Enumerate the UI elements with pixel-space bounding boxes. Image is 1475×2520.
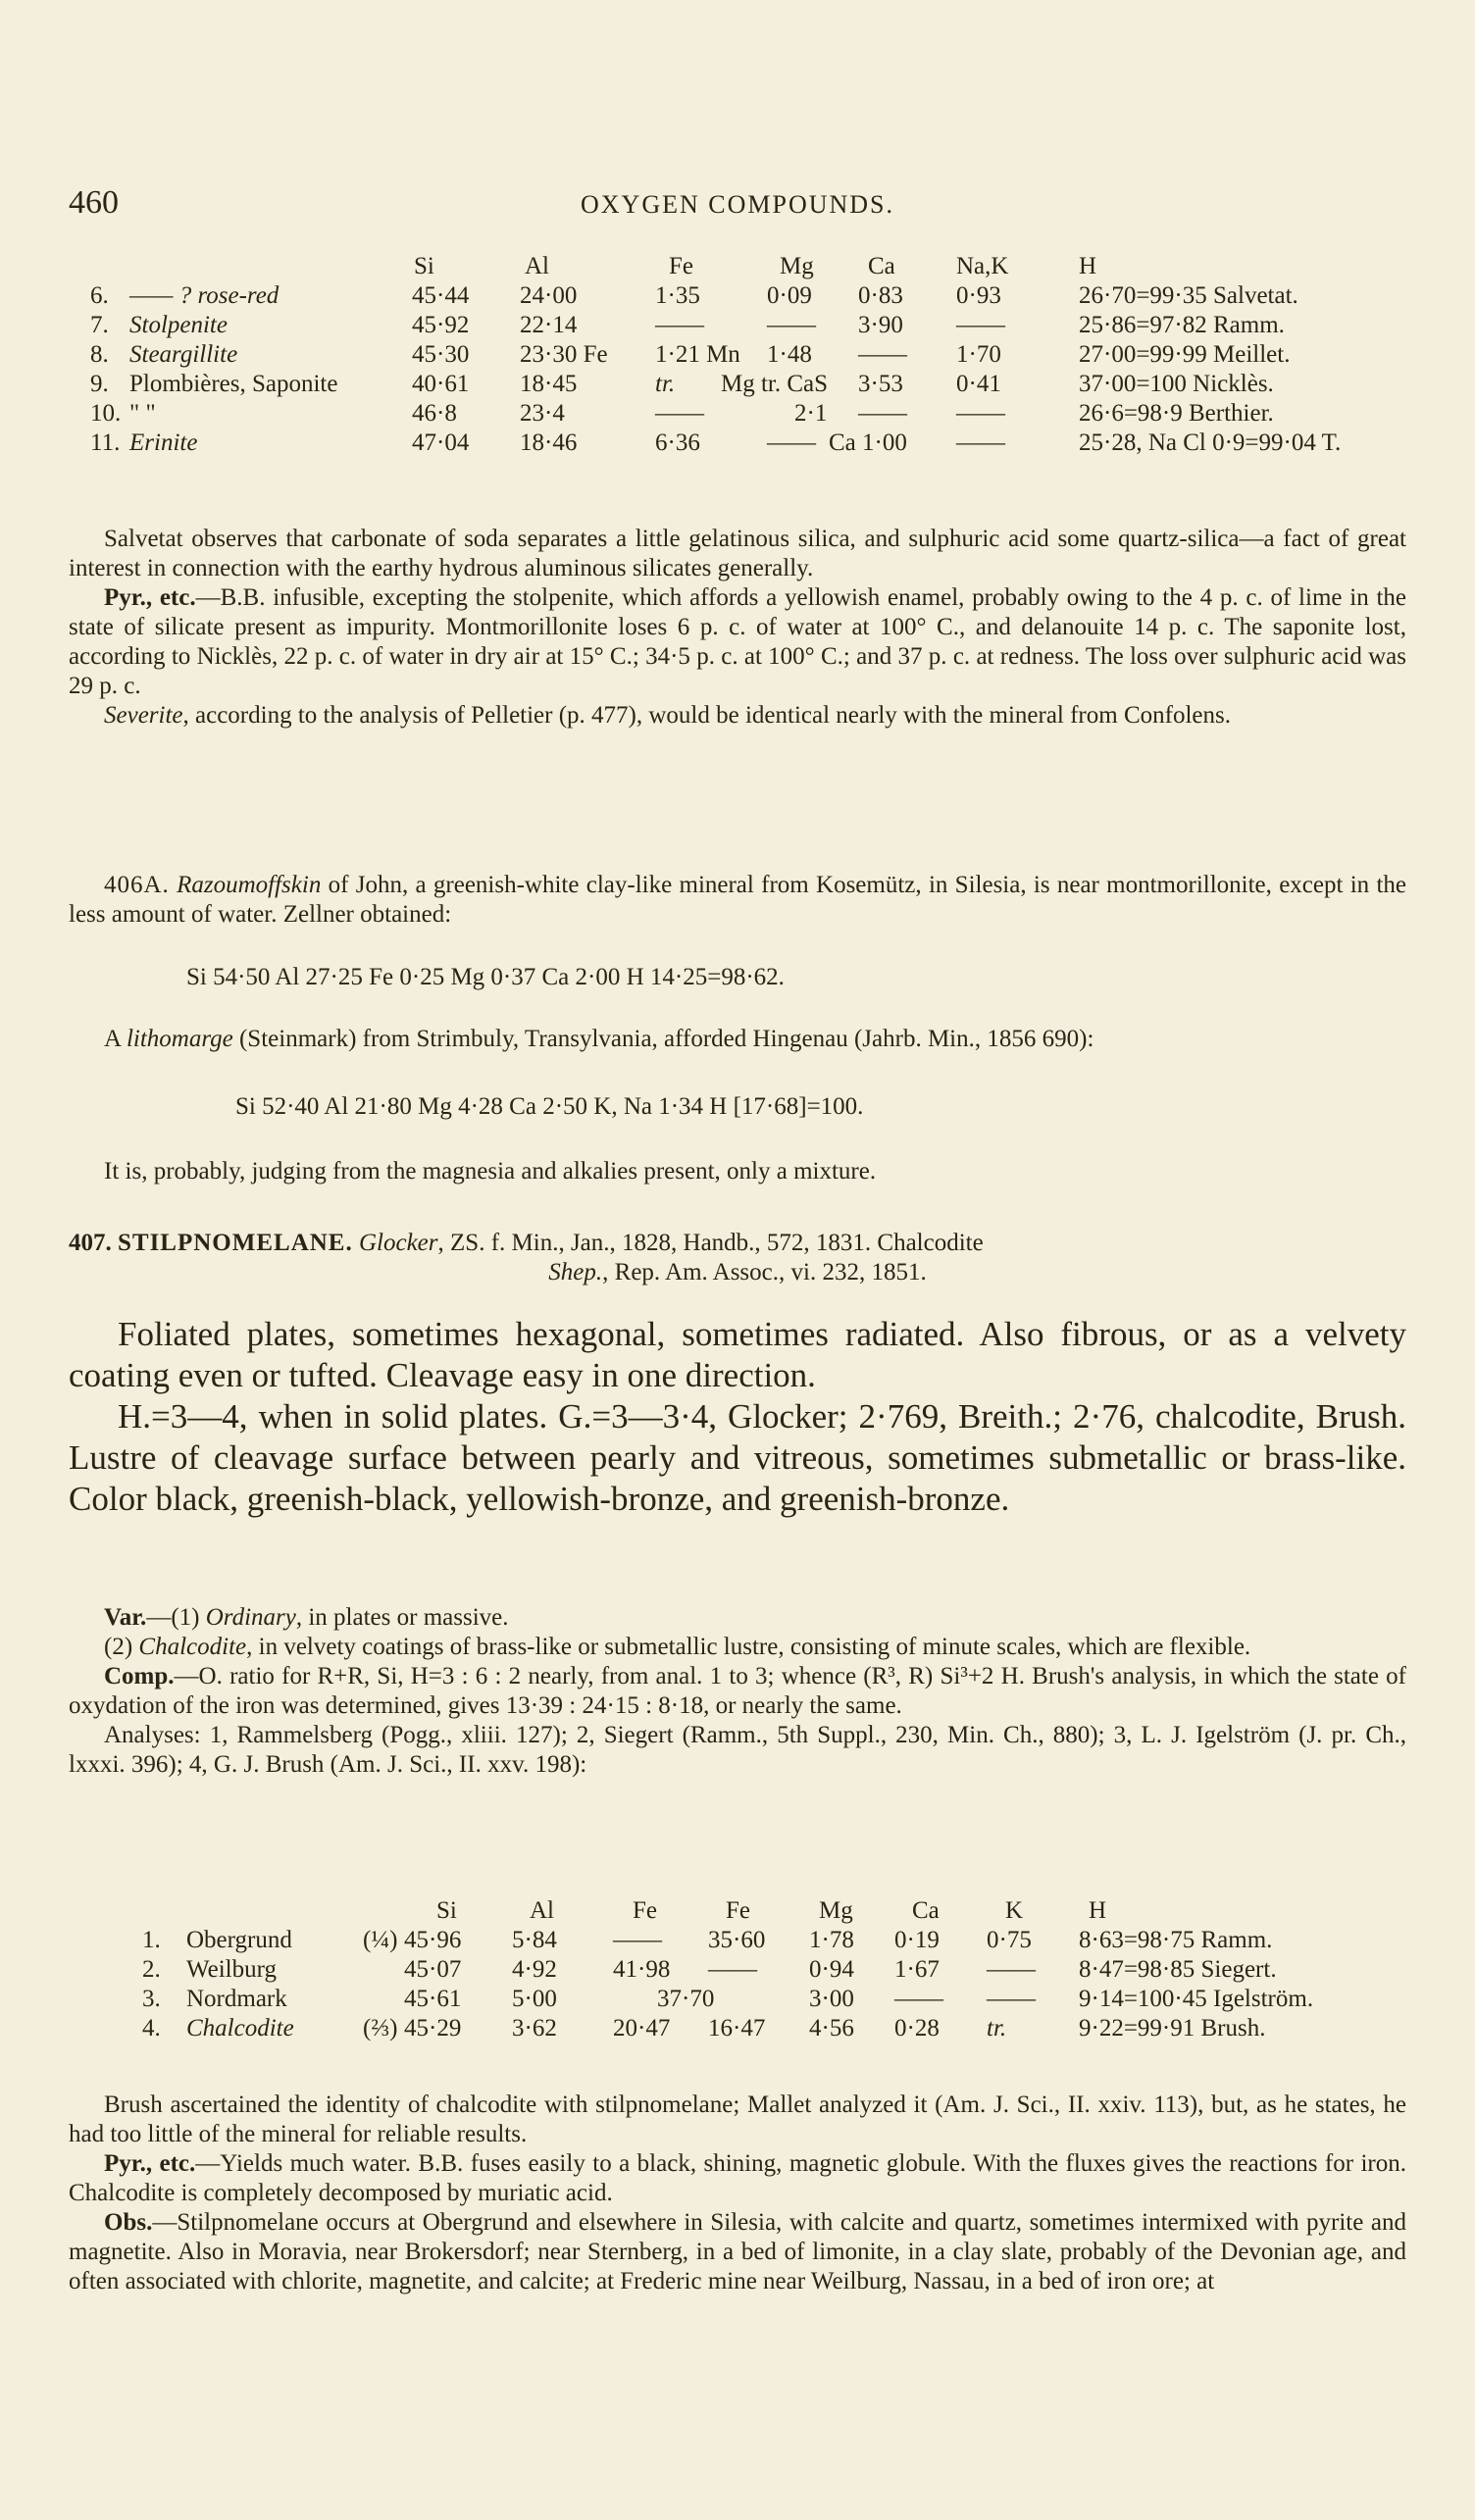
col-ca: Ca xyxy=(912,1897,940,1924)
cell-fe3: 20·47 xyxy=(613,2015,671,2041)
text-block-conclusion xyxy=(69,1157,1406,1186)
paragraph-text: —O. ratio for R+R, Si, H=3 : 6 : 2 nearly, from anal. 1 to 3; whence (R³, R) Si³+2 H. Brush's analysis, in which the state of oxydation of the iron was determined, gives 13·39 : 24·15 : 8·18, or nearly the same. xyxy=(69,1663,1406,1719)
text-block-varieties xyxy=(69,1603,1406,1780)
cell-fe3: 41·98 xyxy=(613,1956,671,1983)
cell-h: 8·47=98·85 Siegert. xyxy=(1079,1956,1277,1983)
row-name: Nordmark xyxy=(186,1986,287,2012)
paragraph-text: A xyxy=(104,1026,127,1052)
paragraph xyxy=(69,701,1406,731)
row-number: 4. xyxy=(142,2015,161,2041)
cell-h: 27·00=99·99 Meillet. xyxy=(1079,341,1291,368)
cell-k: —— xyxy=(987,1986,1036,2012)
col-mg: Mg xyxy=(819,1897,853,1924)
text-block-lithomarge xyxy=(69,1025,1406,1054)
col-h: H xyxy=(1079,253,1097,279)
cell-fe: —— xyxy=(655,312,704,338)
cell-al: 5·00 xyxy=(512,1986,557,2012)
cell-al: 4·92 xyxy=(512,1956,557,1983)
paragraph-text: —B.B. infusible, excepting the stolpenite, which affords a yellowish enamel, probably owing to the 4 p. c. of lime in the state of silicate present as impurity. Montmorillonite loses 6 p. c. of water at 100° C., and delanouite 14 p. c. The saponite lost, according to Nicklès, 22 p. c. of water in dry air at 15° C.; 34·5 p. c. at 100° C.; and 37 p. c. at redness. The loss over sulphuric acid was 29 p. c. xyxy=(69,584,1406,699)
col-fe3: Fe xyxy=(633,1897,657,1924)
paragraph xyxy=(69,1633,1406,1662)
cell-ca: —— xyxy=(858,400,907,427)
paragraph-lead: Severite xyxy=(104,702,183,729)
mineral-name: lithomarge xyxy=(126,1026,233,1052)
paragraph-lead: Var. xyxy=(104,1604,147,1631)
text-block-final xyxy=(69,2091,1406,2296)
cell-k: tr. xyxy=(987,2015,1007,2041)
running-title: OXYGEN COMPOUNDS. xyxy=(580,190,895,219)
variety-name: Chalcodite xyxy=(138,1634,247,1660)
cell-al: 24·00 xyxy=(520,282,578,309)
mineral-description xyxy=(69,1314,1406,1520)
cell-si: 45·44 xyxy=(412,282,470,309)
cell-k: —— xyxy=(987,1956,1036,1983)
cell-al: 23·4 xyxy=(520,400,565,427)
author: Glocker xyxy=(358,1230,438,1256)
paragraph xyxy=(69,2149,1406,2208)
cell-mg: —— xyxy=(767,312,816,338)
paragraph xyxy=(69,1603,1406,1633)
reference-text: , Rep. Am. Assoc., vi. 232, 1851. xyxy=(602,1259,927,1285)
cell-ca: —— xyxy=(894,1986,943,2012)
cell-nak: —— xyxy=(956,312,1005,338)
paragraph-text: , in plates or massive. xyxy=(295,1604,509,1631)
paragraph: H.=3—4, when in solid plates. G.=3—3·4, Glocker; 2·769, Breith.; 2·76, chalcodite, Brush. Lustre of cleavage surface between pearly and vitreous, sometimes submetallic or brass-like. Color black, greenish-black, yellowish-bronze, and greenish-bronze. xyxy=(69,1397,1406,1518)
paragraph xyxy=(69,2208,1406,2296)
cell-nak: 1·70 xyxy=(956,341,1001,368)
cell-mg: 1·48 xyxy=(767,341,812,368)
cell-fe2: 35·60 xyxy=(708,1927,766,1953)
cell-k: 0·75 xyxy=(987,1927,1032,1953)
analysis-line-1: Si 54·50 Al 27·25 Fe 0·25 Mg 0·37 Ca 2·00 H 14·25=98·62. xyxy=(186,964,785,990)
row-name: —— ? rose-red xyxy=(129,282,280,309)
paragraph xyxy=(69,1229,1406,1258)
paragraph xyxy=(69,1258,1406,1287)
row-number: 11. xyxy=(90,429,121,456)
cell-si: 45·92 xyxy=(412,312,470,338)
cell-al: 18·46 xyxy=(520,429,578,456)
paragraph xyxy=(69,583,1406,701)
paragraph: Brush ascertained the identity of chalcodite with stilpnomelane; Mallet analyzed it (Am. J. Sci., II. xxiv. 113), but, as he states, he had too little of the mineral for reliable results. xyxy=(69,2092,1406,2147)
cell-ca: 0·83 xyxy=(858,282,903,309)
paragraph: Salvetat observes that carbonate of soda separates a little gelatinous silica, and sulphuric acid some quartz-silica—a fact of great interest in connection with the earthy hydrous aluminous silicates generally. xyxy=(69,526,1406,581)
col-fe: Fe xyxy=(669,253,693,279)
cell-fe: 6·36 xyxy=(655,429,700,456)
paragraph xyxy=(69,1662,1406,1721)
cell-ca: 3·53 xyxy=(858,371,903,397)
paragraph-text: —Stilpnomelane occurs at Obergrund and elsewhere in Silesia, with calcite and quartz, sometimes intermixed with pyrite and magnetite. Also in Moravia, near Brokersdorf; near Sternberg, in a bed of limonite, in a clay slate, probably of the Devonian age, and often associated with chlorite, magnetite, and calcite; at Frederic mine near Weilburg, Nassau, in a bed of iron ore; at xyxy=(69,2209,1406,2294)
cell-si: 47·04 xyxy=(412,429,470,456)
mineral-title: STILPNOMELANE. xyxy=(118,1230,353,1256)
cell-ca: 0·28 xyxy=(894,2015,940,2041)
cell-ca: 0·19 xyxy=(894,1927,940,1953)
cell-h: 8·63=98·75 Ramm. xyxy=(1079,1927,1273,1953)
reference-text: , ZS. f. Min., Jan., 1828, Handb., 572, 1831. Chalcodite xyxy=(437,1230,984,1256)
col-al: Al xyxy=(525,253,549,279)
paragraph-lead: Comp. xyxy=(104,1663,175,1689)
cell-al: 3·62 xyxy=(512,2015,557,2041)
section-number: 407. xyxy=(69,1230,112,1256)
col-h: H xyxy=(1089,1897,1107,1924)
cell-h: 26·6=98·9 Berthier. xyxy=(1079,400,1274,427)
col-si: Si xyxy=(436,1897,457,1924)
row-fraction: (¼) xyxy=(363,1927,398,1953)
col-mg: Mg xyxy=(780,253,814,279)
cell-si: 45·29 xyxy=(404,2015,462,2041)
paragraph: Analyses: 1, Rammelsberg (Pogg., xliii. 127); 2, Siegert (Ramm., 5th Suppl., 230, Min. Ch., 880); 3, L. J. Igelström (J. pr. Ch., lxxxi. 396); 4, G. J. Brush (Am. J. Sci., II. xxv. 198): xyxy=(69,1722,1406,1778)
row-number: 10. xyxy=(90,400,122,427)
cell-mg: 1·78 xyxy=(809,1927,854,1953)
row-number: 7. xyxy=(90,312,109,338)
cell-si: 46·8 xyxy=(412,400,457,427)
row-name: Steargillite xyxy=(129,341,238,368)
section-number: 406A. xyxy=(104,872,170,898)
cell-h: 9·14=100·45 Igelström. xyxy=(1079,1986,1314,2012)
cell-fe: 1·35 xyxy=(655,282,700,309)
paragraph-text: —Yields much water. B.B. fuses easily to a black, shining, magnetic globule. With the fluxes gives the reactions for iron. Chalcodite is completely decomposed by muriatic acid. xyxy=(69,2150,1406,2206)
section-407-heading xyxy=(69,1229,1406,1287)
col-al: Al xyxy=(530,1897,554,1924)
paragraph: It is, probably, judging from the magnesia and alkalies present, only a mixture. xyxy=(104,1158,877,1184)
row-name: Chalcodite xyxy=(186,2015,294,2041)
paragraph-text: (2) xyxy=(104,1634,139,1660)
row-fraction: (⅔) xyxy=(363,2015,398,2041)
mineral-name: Razoumoffskin xyxy=(177,872,322,898)
cell-si: 40·61 xyxy=(412,371,470,397)
row-number: 2. xyxy=(142,1956,161,1983)
row-number: 3. xyxy=(142,1986,161,2012)
page-number: 460 xyxy=(69,184,119,221)
cell-ca: Ca 1·00 xyxy=(829,429,907,456)
cell-fe: tr. xyxy=(655,371,676,397)
col-ca: Ca xyxy=(868,253,895,279)
cell-nak: —— xyxy=(956,400,1005,427)
cell-ca: 1·67 xyxy=(894,1956,940,1983)
cell-nak: 0·93 xyxy=(956,282,1001,309)
cell-mg: 0·94 xyxy=(809,1956,854,1983)
paragraph-lead: Pyr., etc. xyxy=(104,584,196,611)
cell-si: 45·30 xyxy=(412,341,470,368)
text-block-1 xyxy=(69,525,1406,731)
cell-nak: —— xyxy=(956,429,1005,456)
paragraph: Foliated plates, sometimes hexagonal, sometimes radiated. Also fibrous, or as a velvety coating even or tufted. Cleavage easy in one direction. xyxy=(69,1315,1406,1394)
cell-h: 37·00=100 Nicklès. xyxy=(1079,371,1274,397)
author: Shep. xyxy=(548,1259,603,1285)
cell-mg: —— xyxy=(767,429,816,456)
row-name: Obergrund xyxy=(186,1927,292,1953)
cell-h: 25·86=97·82 Ramm. xyxy=(1079,312,1285,338)
row-name: " " xyxy=(129,400,156,427)
paragraph xyxy=(69,871,1406,930)
paragraph-text: , according to the analysis of Pelletier (p. 477), would be identical nearly with the mineral from Confolens. xyxy=(182,702,1231,729)
cell-si: 45·96 xyxy=(404,1927,462,1953)
text-block-406a xyxy=(69,871,1406,930)
cell-mg: 3·00 xyxy=(809,1986,854,2012)
paragraph xyxy=(69,1025,1406,1054)
cell-fe3: 37·70 xyxy=(657,1986,715,2012)
cell-fe2: 16·47 xyxy=(708,2015,766,2041)
cell-mg: 0·09 xyxy=(767,282,812,309)
cell-fe: 1·21 Mn xyxy=(655,341,740,368)
row-name: Stolpenite xyxy=(129,312,228,338)
cell-fe: —— xyxy=(655,400,704,427)
cell-si: 45·61 xyxy=(404,1986,462,2012)
col-nak: Na,K xyxy=(956,253,1009,279)
row-number: 8. xyxy=(90,341,109,368)
row-number: 6. xyxy=(90,282,109,309)
row-name: Weilburg xyxy=(186,1956,277,1983)
analysis-line-2: Si 52·40 Al 21·80 Mg 4·28 Ca 2·50 K, Na 1·34 H [17·68]=100. xyxy=(235,1093,864,1120)
cell-al: 5·84 xyxy=(512,1927,557,1953)
col-fe2: Fe xyxy=(726,1897,750,1924)
row-name: Plombières, Saponite xyxy=(129,371,338,397)
variety-name: Ordinary xyxy=(205,1604,296,1631)
cell-al: 23·30 Fe xyxy=(520,341,608,368)
paragraph-text: , in velvety coatings of brass-like or submetallic lustre, consisting of minute scales, which are flexible. xyxy=(246,1634,1251,1660)
paragraph-text: —(1) xyxy=(146,1604,206,1631)
cell-nak: 0·41 xyxy=(956,371,1001,397)
cell-al: 22·14 xyxy=(520,312,578,338)
cell-h: 9·22=99·91 Brush. xyxy=(1079,2015,1266,2041)
cell-mg: 2·1 xyxy=(794,400,828,427)
row-number: 1. xyxy=(142,1927,161,1953)
paragraph-lead: Pyr., etc. xyxy=(104,2150,196,2177)
cell-fe3: —— xyxy=(613,1927,662,1953)
cell-mg: Mg tr. CaS xyxy=(721,371,829,397)
paragraph-text: (Steinmark) from Strimbuly, Transylvania, afforded Hingenau (Jahrb. Min., 1856 690): xyxy=(232,1026,1094,1052)
row-number: 9. xyxy=(90,371,109,397)
row-name: Erinite xyxy=(129,429,198,456)
page-header xyxy=(69,184,1406,224)
cell-si: 45·07 xyxy=(404,1956,462,1983)
cell-fe2: —— xyxy=(708,1956,757,1983)
col-si: Si xyxy=(414,253,434,279)
paragraph-lead: Obs. xyxy=(104,2209,153,2236)
paragraph-text: of John, a greenish-white clay-like mineral from Kosemütz, in Silesia, is near montmorillonite, except in the less amount of water. Zellner obtained: xyxy=(69,872,1406,928)
cell-mg: 4·56 xyxy=(809,2015,854,2041)
cell-ca: —— xyxy=(858,341,907,368)
cell-h: 26·70=99·35 Salvetat. xyxy=(1079,282,1298,309)
cell-h: 25·28, Na Cl 0·9=99·04 T. xyxy=(1079,429,1342,456)
cell-al: 18·45 xyxy=(520,371,578,397)
cell-ca: 3·90 xyxy=(858,312,903,338)
col-k: K xyxy=(1005,1897,1024,1924)
